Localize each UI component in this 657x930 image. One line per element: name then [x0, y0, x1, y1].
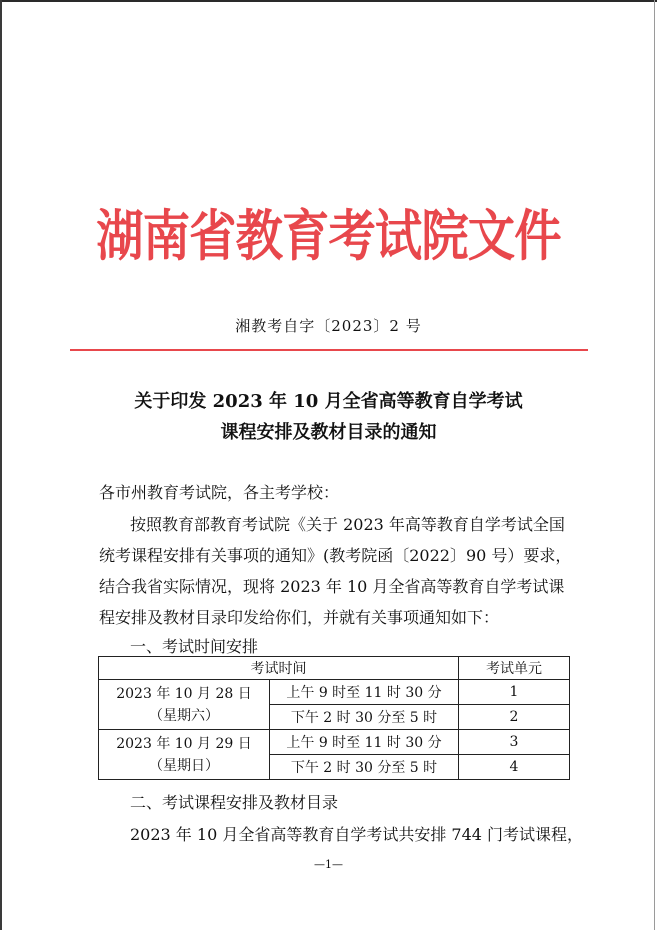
table-header-row — [99, 657, 570, 680]
table-row — [99, 730, 570, 755]
closing-line: 2023 年 10 月全省高等教育自学考试共安排 744 门考试课程， — [130, 825, 584, 844]
weekday-text: （星期六） — [149, 707, 219, 724]
unit-cell: 1 — [459, 680, 570, 705]
page-number: —1— — [314, 858, 343, 871]
unit-cell: 3 — [459, 730, 570, 755]
weekday-text: （星期日） — [149, 757, 219, 774]
time-slot-cell: 上午 9 时至 11 时 30 分 — [270, 730, 459, 755]
document-number: 湘教考自字〔2023〕2 号 — [235, 317, 422, 335]
unit-cell: 2 — [459, 705, 570, 730]
section-2-heading: 二、考试课程安排及教材目录 — [130, 793, 339, 812]
page-border-top — [0, 0, 657, 2]
time-slot-cell: 下午 2 时 30 分至 5 时 — [270, 705, 459, 730]
date-text: 2023 年 10 月 28 日 — [116, 685, 252, 702]
body-line-3: 结合我省实际情况，现将 2023 年 10 月全省高等教育自学考试课 — [99, 577, 565, 596]
red-divider-line — [70, 349, 588, 351]
section-1-heading: 一、考试时间安排 — [130, 637, 259, 656]
notice-title-line-2: 课程安排及教材目录的通知 — [220, 422, 437, 443]
masthead-title: 湖南省教育考试院文件 — [96, 203, 561, 268]
page-border-left — [0, 0, 2, 930]
unit-cell: 4 — [459, 755, 570, 780]
body-line-1: 按照教育部教育考试院《关于 2023 年高等教育自学考试全国 — [130, 515, 565, 534]
page-border-right — [654, 0, 655, 930]
time-slot-cell: 下午 2 时 30 分至 5 时 — [270, 755, 459, 780]
body-line-2: 统考课程安排有关事项的通知》(教考院函〔2022〕90 号）要求， — [99, 546, 572, 565]
header-exam-unit: 考试单元 — [459, 657, 570, 680]
notice-title-line-1: 关于印发 2023 年 10 月全省高等教育自学考试 — [134, 391, 523, 412]
table-row — [99, 680, 570, 705]
exam-schedule-table — [98, 656, 570, 780]
header-exam-time: 考试时间 — [99, 657, 459, 680]
date-cell — [99, 730, 270, 780]
date-cell — [99, 680, 270, 730]
body-line-4: 程安排及教材目录印发给你们，并就有关事项通知如下： — [99, 608, 500, 627]
time-slot-cell: 上午 9 时至 11 时 30 分 — [270, 680, 459, 705]
date-text: 2023 年 10 月 29 日 — [116, 735, 252, 752]
salutation: 各市州教育考试院，各主考学校： — [99, 483, 340, 502]
